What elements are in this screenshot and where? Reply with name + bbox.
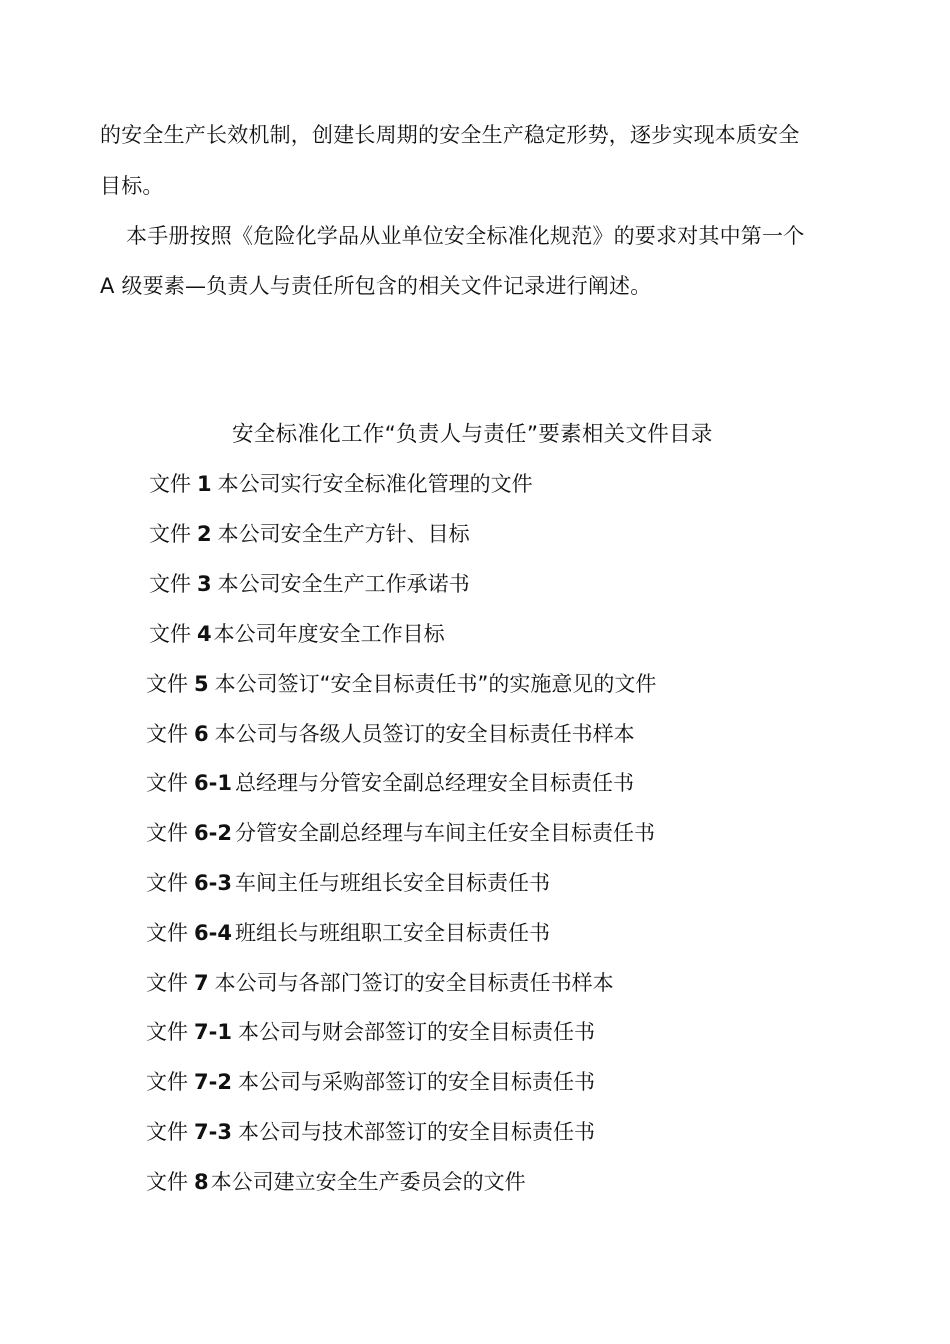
toc-item-label: 文件 xyxy=(146,771,188,795)
toc-item-number: 6-3 xyxy=(194,871,232,895)
toc-item-number: 6-4 xyxy=(194,921,232,945)
intro-line-3: 本手册按照《危险化学品从业单位安全标准化规范》的要求对其中第一个 xyxy=(126,224,805,248)
toc-item-text: 本公司与财会部签订的安全目标责任书 xyxy=(237,1020,595,1044)
toc-item xyxy=(149,569,470,601)
toc-item-text: 本公司与技术部签订的安全目标责任书 xyxy=(237,1120,595,1144)
toc-item xyxy=(146,1167,526,1199)
toc-item-label: 文件 xyxy=(146,1070,188,1094)
toc-item-number: 7-3 xyxy=(194,1120,232,1144)
toc-item-text: 本公司与采购部签订的安全目标责任书 xyxy=(237,1070,595,1094)
toc-item xyxy=(146,1067,595,1099)
toc-item-text: 本公司建立安全生产委员会的文件 xyxy=(210,1170,526,1194)
toc-item-text: 本公司与各级人员签订的安全目标责任书样本 xyxy=(214,722,635,746)
intro-line-1: 的安全生产长效机制，创建长周期的安全生产稳定形势，逐步实现本质安全 xyxy=(100,123,800,147)
toc-item-text: 本公司安全生产方针、目标 xyxy=(217,522,470,546)
toc-item-number: 4 xyxy=(197,622,212,646)
toc-item-text: 分管安全副总经理与车间主任安全目标责任书 xyxy=(234,821,655,845)
toc-item-number: 6 xyxy=(194,722,209,746)
toc-item-label: 文件 xyxy=(146,1120,188,1144)
toc-item-number: 1 xyxy=(197,472,212,496)
toc-item-text: 总经理与分管安全副总经理安全目标责任书 xyxy=(234,771,634,795)
toc-item-label: 文件 xyxy=(146,921,188,945)
toc-item xyxy=(149,519,470,551)
toc-item xyxy=(146,1117,595,1149)
toc-item-text: 本公司安全生产工作承诺书 xyxy=(217,572,470,596)
toc-item-number: 3 xyxy=(197,572,212,596)
toc-item-text: 本公司年度安全工作目标 xyxy=(213,622,445,646)
toc-item-label: 文件 xyxy=(146,871,188,895)
toc-item xyxy=(146,719,635,751)
toc-item xyxy=(146,669,656,701)
toc-item-label: 文件 xyxy=(146,672,188,696)
toc-item-number: 6-2 xyxy=(194,821,232,845)
toc-item xyxy=(146,818,655,850)
toc-item-text: 班组长与班组职工安全目标责任书 xyxy=(234,921,550,945)
toc-item-number: 7 xyxy=(194,971,209,995)
toc-item-label: 文件 xyxy=(146,821,188,845)
toc-item-label: 文件 xyxy=(149,572,191,596)
toc-item-label: 文件 xyxy=(146,1020,188,1044)
intro-line-2: 目标。 xyxy=(100,174,164,198)
toc-item-label: 文件 xyxy=(149,522,191,546)
toc-item xyxy=(146,768,634,800)
toc-item-text: 本公司签订“安全目标责任书”的实施意见的文件 xyxy=(214,672,657,696)
toc-item-label: 文件 xyxy=(146,1170,188,1194)
toc-item-label: 文件 xyxy=(149,622,191,646)
toc-item-text: 车间主任与班组长安全目标责任书 xyxy=(234,871,550,895)
toc-item xyxy=(146,1017,595,1049)
intro-line-4: A 级要素—负责人与责任所包含的相关文件记录进行阐述。 xyxy=(100,274,652,298)
toc-item-label: 文件 xyxy=(149,472,191,496)
toc-item xyxy=(149,619,445,651)
toc-item-label: 文件 xyxy=(146,722,188,746)
toc-item xyxy=(146,968,614,1000)
toc-item xyxy=(149,469,533,501)
toc-item-number: 2 xyxy=(197,522,212,546)
toc-item-number: 5 xyxy=(194,672,209,696)
toc-item xyxy=(146,918,550,950)
toc-item-number: 6-1 xyxy=(194,771,232,795)
toc-title: 安全标准化工作“负责人与责任”要素相关文件目录 xyxy=(232,422,713,447)
toc-item-number: 7-1 xyxy=(194,1020,232,1044)
toc-item-text: 本公司实行安全标准化管理的文件 xyxy=(217,472,533,496)
toc-item-text: 本公司与各部门签订的安全目标责任书样本 xyxy=(214,971,614,995)
toc-item xyxy=(146,868,550,900)
toc-item-number: 8 xyxy=(194,1170,209,1194)
toc-item-number: 7-2 xyxy=(194,1070,232,1094)
toc-item-label: 文件 xyxy=(146,971,188,995)
